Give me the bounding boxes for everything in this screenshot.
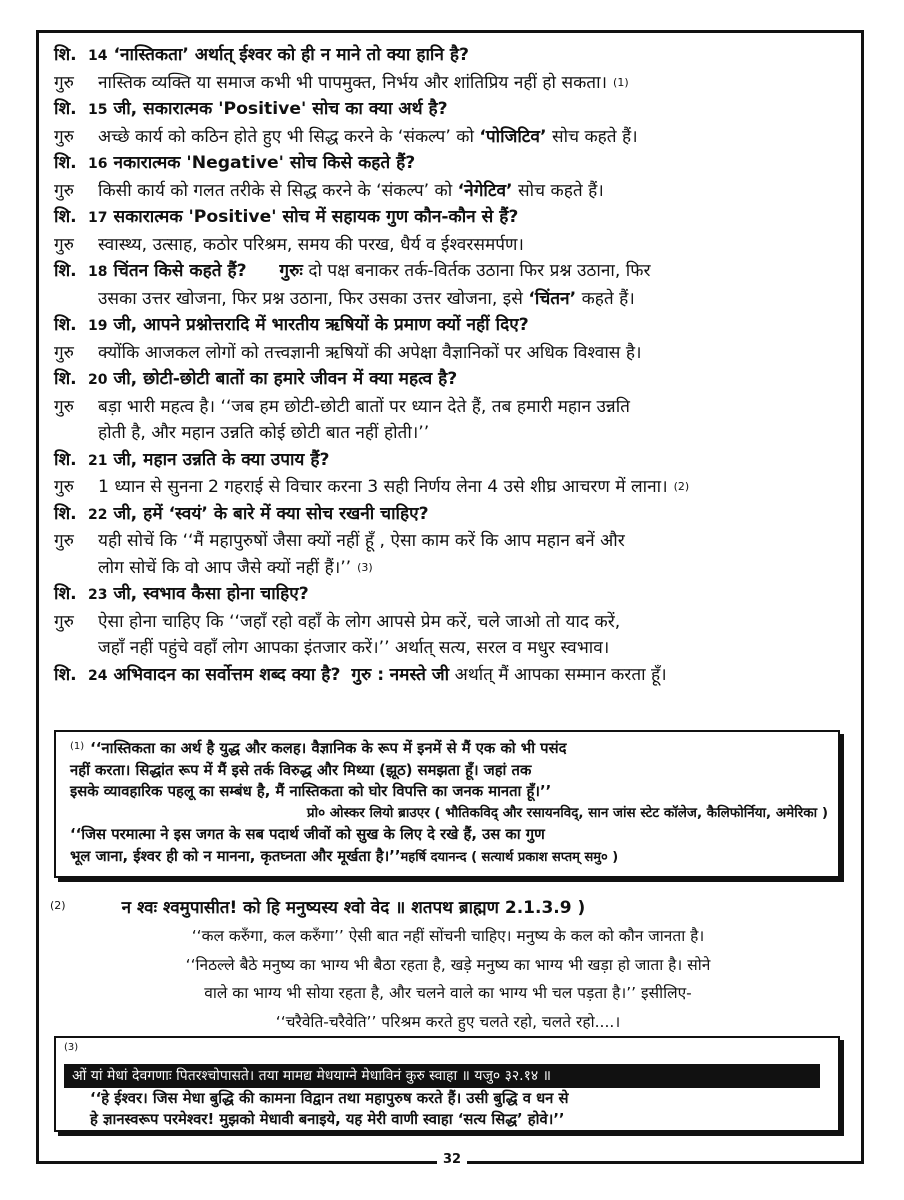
question-15: शि. 15 जी, सकारात्मक 'Positive' सोच का क्या अर्थ है? xyxy=(54,99,448,119)
answer-23-cont: जहाँ नहीं पहुंचे वहाँ लोग आपका इंतजार करें।’’ अर्थात् सत्य, सरल व मधुर स्वभाव। xyxy=(98,638,610,658)
footnote-3-mantra-row: $^{(3)}$ओं यां मेधां देवगणाः पितरश्चोपासते। तया मामद्य मेधयाग्ने मेधाविनं कुरु स्वाहा ॥ यजु० ३२.१४ ॥ xyxy=(64,1042,830,1088)
answer-15: गुरु अच्छे कार्य को कठिन होते हुए भी सिद्ध करने के ‘संकल्प’ को ‘पोजिटिव’ सोच कहते हैं। xyxy=(54,126,638,147)
footnote-1-line: इसके व्यावहारिक पहलू का सम्बंध है, मैं नास्तिकता को घोर विपत्ति का जनक मानता हूँ।’’ xyxy=(70,783,552,800)
footnote-1-attribution: प्रो० ओस्कर लियो ब्राउएर ( भौतिकविद् और रसायनविद्, सान जांस स्टेट कॉलेज, कैलिफोर्निया, अमेरिका ) xyxy=(306,804,828,821)
footnote-3-line: हे ज्ञानस्वरूप परमेश्वर! मुझको मेधावी बनाइये, यह मेरी वाणी स्वाहा ‘सत्य सिद्ध’ होवे।’’ xyxy=(90,1111,565,1128)
answer-14: गुरु नास्तिक व्यक्ति या समाज कभी भी पापमुक्त, निर्भय और शांतिप्रिय नहीं हो सकता। (1) xyxy=(54,72,629,93)
footnote-section-2 xyxy=(50,892,846,1036)
footnote-1-quote: ‘‘जिस परमात्मा ने इस जगत के सब पदार्थ जीवों को सुख के लिए दे रखे हैं, उस का गुण xyxy=(70,826,545,843)
question-24: शि. 24 अभिवादन का सर्वोत्तम शब्द क्या है? गुरु : नमस्ते जी अर्थात् मैं आपका सम्मान करता हूँ। xyxy=(54,664,667,685)
footnote-1-quote: भूल जाना, ईश्वर ही को न मानना, कृतघ्नता और मूर्खता है।’’महर्षि दयानन्द ( सत्यार्थ प्रकाश सप्तम् समु० ) xyxy=(70,847,619,865)
answer-21: गुरु 1 ध्यान से सुनना 2 गहराई से विचार करना 3 सही निर्णय लेना 4 उसे शीघ्र आचरण में लाना। (2) xyxy=(54,477,690,497)
answer-18: उसका उत्तर खोजना, फिर प्रश्न उठाना, फिर उसका उत्तर खोजना, इसे ‘चिंतन’ कहते हैं। xyxy=(98,288,635,309)
answer-19: गुरु क्योंकि आजकल लोगों को तत्त्वज्ञानी ऋषियों की अपेक्षा वैज्ञानिकों पर अधिक विश्वास है। xyxy=(54,342,642,363)
footnote-1-line: $^{(1)}$ ‘‘नास्तिकता का अर्थ है युद्ध और कलह। वैज्ञानिक के रूप में इनमें से मैं एक को भी पसंद xyxy=(70,740,567,757)
footnote-2-line: वाले का भाग्य भी सोया रहता है, और चलने वाले का भाग्य भी चल पड़ता है।’’ इसीलिए- xyxy=(204,984,692,1002)
answer-23: गुरु ऐसा होना चाहिए कि ‘‘जहाँ रहो वहाँ के लोग आपसे प्रेम करें, चले जाओ तो याद करें, xyxy=(54,611,621,632)
footnote-2-line: ‘‘चरैवेति-चरैवेति’’ परिश्रम करते हुए चलते रहो, चलते रहो....। xyxy=(275,1012,621,1031)
question-16: शि. 16 नकारात्मक 'Negative' सोच किसे कहते हैं? xyxy=(54,153,416,173)
footnote-2-line: ‘‘कल करुँगा, कल करुँगा’’ ऐसी बात नहीं सोंचनी चाहिए। मनुष्य के कल को कौन जानता है। xyxy=(191,927,705,945)
answer-22: गुरु यही सोचें कि ‘‘मैं महापुरुषों जैसा क्यों नहीं हूँ , ऐसा काम करें कि आप महान बनें और xyxy=(54,531,625,551)
footnote-3-line: ‘‘हे ईश्वर। जिस मेधा बुद्धि की कामना विद्वान तथा महापुरुष करते हैं। उसी बुद्धि व धन से xyxy=(90,1090,569,1107)
question-23: शि. 23 जी, स्वभाव कैसा होना चाहिए? xyxy=(54,584,309,604)
question-17: शि. 17 सकारात्मक 'Positive' सोच में सहायक गुण कौन-कौन से हैं? xyxy=(54,207,519,227)
answer-16: गुरु किसी कार्य को गलत तरीके से सिद्ध करने के ‘संकल्प’ को ‘नेगेटिव’ सोच कहते हैं। xyxy=(54,180,604,201)
question-18: शि. 18 चिंतन किसे कहते हैं? गुरुः दो पक्ष बनाकर तर्क-विर्तक उठाना फिर प्रश्न उठाना, फिर xyxy=(54,261,651,281)
footnote-2-line: ‘‘निठल्ले बैठे मनुष्य का भाग्य भी बैठा रहता है, खड़े मनुष्य का भाग्य भी खड़ा हो जाता है। सोने xyxy=(185,955,711,974)
page-number: 32 xyxy=(0,1148,904,1167)
footnote-ref-3[interactable]: (3) xyxy=(357,560,373,574)
answer-17: गुरु स्वास्थ्य, उत्साह, कठोर परिश्रम, समय की परख, धैर्य व ईश्वरसमर्पण। xyxy=(54,234,524,255)
mantra-banner: ओं यां मेधां देवगणाः पितरश्चोपासते। तया मामद्य मेधयाग्ने मेधाविनं कुरु स्वाहा ॥ यजु० ३२.१४ ॥ xyxy=(64,1064,820,1088)
answer-20-cont: होती है, और महान उन्नति कोई छोटी बात नहीं होती।’’ xyxy=(98,423,430,443)
question-22: शि. 22 जी, हमें ‘स्वयं’ के बारे में क्या सोच रखनी चाहिए? xyxy=(54,503,429,524)
answer-20: गुरु बड़ा भारी महत्व है। ‘‘जब हम छोटी-छोटी बातों पर ध्यान देते हैं, तब हमारी महान उन्नति xyxy=(54,396,630,417)
footnote-box-1 xyxy=(54,730,840,878)
qa-section xyxy=(54,42,844,689)
question-21: शि. 21 जी, महान उन्नति के क्या उपाय हैं? xyxy=(54,449,330,470)
footnote-ref-1[interactable]: (1) xyxy=(613,75,629,89)
footnote-1-line: नहीं करता। सिद्धांत रूप में मैं इसे तर्क विरुद्ध और मिथ्या (झूठ) समझता हूँ। जहां तक xyxy=(70,761,532,779)
question-19: शि. 19 जी, आपने प्रश्नोत्तरादि में भारतीय ऋषियों के प्रमाण क्यों नहीं दिए? xyxy=(54,315,529,335)
footnote-ref-2[interactable]: (2) xyxy=(673,480,690,493)
footnote-box-3 xyxy=(54,1036,840,1132)
answer-22-cont: लोग सोचें कि वो आप जैसे क्यों नहीं हैं।’’ (3) xyxy=(98,557,373,578)
footnote-2-heading: $^{(2)}$ न श्वः श्वमुपासीत! को हि मनुष्यस्य श्वो वेद ॥ शतपथ ब्राह्मण 2.1.3.9 ) xyxy=(50,898,586,918)
question-20: शि. 20 जी, छोटी-छोटी बातों का हमारे जीवन में क्या महत्व है? xyxy=(54,369,458,389)
question-14: शि. 14 ‘नास्तिकता’ अर्थात् ईश्वर को ही न माने तो क्या हानि है? xyxy=(54,45,469,65)
